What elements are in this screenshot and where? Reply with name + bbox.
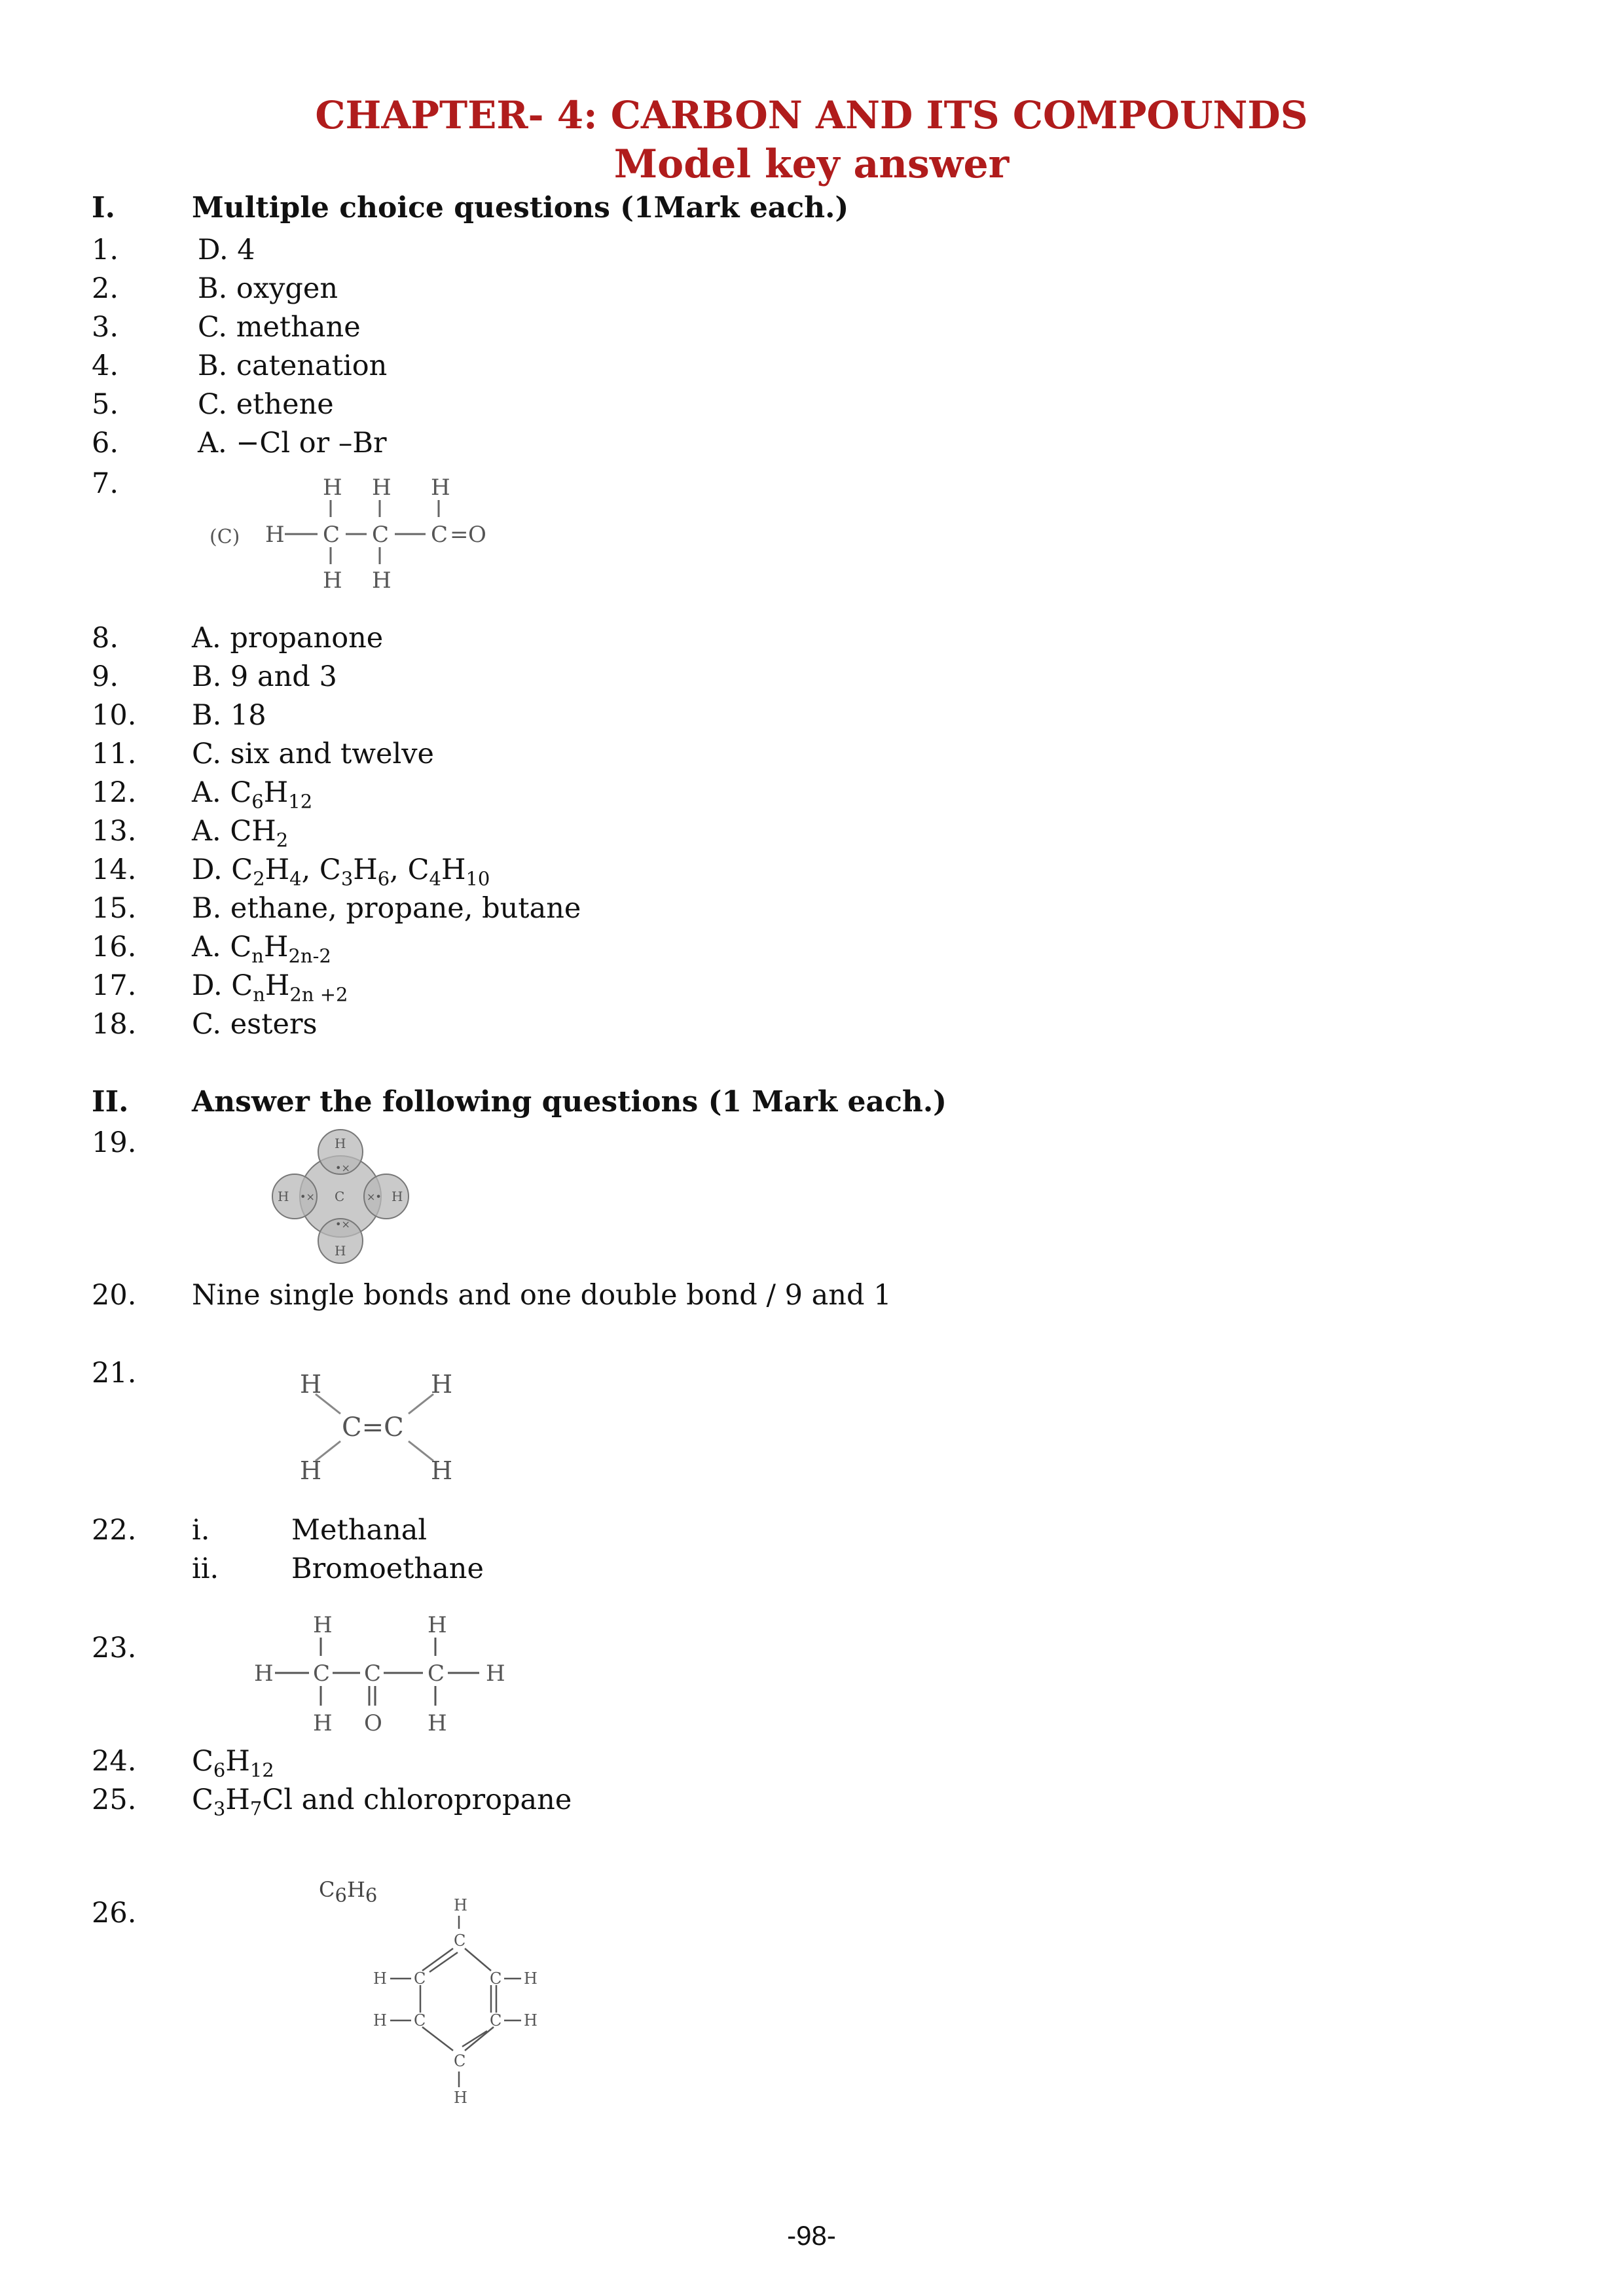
answer: C. ethene: [198, 388, 334, 421]
question-number: 20.: [92, 1279, 137, 1312]
answer: A. propanone: [192, 622, 384, 655]
sub-numeral: ii.: [192, 1552, 219, 1585]
answer: $C_3H_7Cl$ and chloropropane: [192, 1784, 572, 1820]
answer: B. catenation: [198, 350, 388, 382]
electron-pair: •×: [300, 1191, 315, 1203]
atom-h: H: [431, 1370, 453, 1399]
atom-c: C: [454, 2052, 466, 2070]
question-number: 5.: [92, 388, 119, 421]
atom-h: H: [300, 1370, 322, 1399]
question-number: 26.: [92, 1897, 137, 1929]
atom-c: C: [335, 1189, 345, 1204]
atom-c: C: [490, 2011, 502, 2030]
atom-h: H: [335, 1243, 346, 1259]
atom-c: C: [414, 2011, 426, 2030]
atom-h: H: [524, 2011, 538, 2030]
benzene-formula: $C_6H_6$: [319, 1877, 378, 1907]
carbon-double-bond: C=C: [342, 1412, 404, 1443]
atom-o: O: [468, 522, 486, 548]
section-1-heading: Multiple choice questions (1Mark each.): [192, 191, 849, 224]
section-2-heading: Answer the following questions (1 Mark each.): [192, 1085, 947, 1119]
propanal-structure-diagram: [196, 466, 504, 597]
atom-h: H: [313, 1612, 333, 1638]
question-number: 13.: [92, 815, 137, 848]
question-number: 10.: [92, 699, 137, 732]
answer: D. $C_nH_{2n +2}$: [192, 969, 348, 1006]
atom-h: H: [454, 2089, 467, 2107]
question-number: 19.: [92, 1126, 137, 1159]
section-1-numeral: I.: [92, 191, 115, 224]
answer: C. six and twelve: [192, 738, 434, 770]
answer: D. 4: [198, 234, 255, 266]
atom-h: H: [323, 567, 342, 594]
atom-h: H: [335, 1136, 346, 1151]
atom-h: H: [392, 1189, 403, 1204]
question-number: 12.: [92, 776, 137, 809]
answer: B. 18: [192, 699, 266, 732]
question-number: 8.: [92, 622, 119, 655]
atom-h: H: [431, 1456, 453, 1485]
question-number: 14.: [92, 853, 137, 886]
atom-h: H: [486, 1660, 505, 1687]
question-number: 2.: [92, 272, 119, 305]
atom-h: H: [278, 1189, 289, 1204]
answer: D. $C_2H_4$, $C_3H_6$, $C_4H_{10}$: [192, 853, 490, 890]
atom-c: C: [364, 1660, 382, 1687]
electron-pair: •×: [335, 1218, 350, 1230]
answer: A. $C_nH_{2n-2}$: [192, 931, 331, 967]
question-number: 7.: [92, 467, 119, 500]
answer: B. 9 and 3: [192, 660, 337, 693]
answer: Bromoethane: [291, 1552, 484, 1585]
atom-c: C: [431, 522, 448, 548]
answer: Nine single bonds and one double bond / 9 and 1: [192, 1279, 892, 1312]
question-number: 24.: [92, 1745, 137, 1778]
atom-h: H: [372, 475, 392, 501]
question-number: 15.: [92, 892, 137, 925]
atom-h: H: [373, 2011, 387, 2030]
atom-h: H: [431, 475, 450, 501]
section-2-numeral: II.: [92, 1085, 129, 1119]
atom-o: O: [364, 1710, 382, 1736]
answer: Methanal: [291, 1514, 428, 1547]
electron-pair: •×: [335, 1162, 350, 1174]
question-number: 16.: [92, 931, 137, 963]
atom-h: H: [323, 475, 342, 501]
atom-h: H: [524, 1969, 538, 1988]
option-label: (C): [210, 526, 240, 548]
answer: B. oxygen: [198, 272, 338, 305]
atom-h: H: [372, 567, 392, 594]
atom-c: C: [323, 522, 340, 548]
atom-h: H: [265, 522, 285, 548]
answer: B. ethane, propane, butane: [192, 892, 581, 925]
question-number: 21.: [92, 1357, 137, 1390]
question-number: 4.: [92, 350, 119, 382]
question-number: 18.: [92, 1008, 137, 1041]
answer: C. methane: [198, 311, 361, 344]
question-number: 11.: [92, 738, 137, 770]
answer: A. $CH_2$: [192, 815, 289, 852]
answer: C. esters: [192, 1008, 318, 1041]
page-number: -98-: [787, 2220, 836, 2251]
methane-electron-dot-diagram: [262, 1121, 419, 1272]
answer: A. $C_6H_{12}$: [192, 776, 313, 813]
chapter-title: CHAPTER- 4: CARBON AND ITS COMPOUNDS: [315, 93, 1308, 137]
answer: $C_6H_{12}$: [192, 1745, 274, 1782]
question-number: 25.: [92, 1784, 137, 1816]
answer: A. −Cl or –Br: [198, 427, 387, 459]
atom-c: C: [428, 1660, 445, 1687]
double-bond: =: [450, 522, 469, 548]
atom-c: C: [372, 522, 390, 548]
atom-h: H: [373, 1969, 387, 1988]
atom-h: H: [428, 1710, 447, 1736]
atom-c: C: [414, 1969, 426, 1988]
atom-c: C: [490, 1969, 502, 1988]
question-number: 3.: [92, 311, 119, 344]
atom-c: C: [313, 1660, 331, 1687]
electron-pair: ×•: [367, 1191, 382, 1203]
atom-h: H: [313, 1710, 333, 1736]
atom-h: H: [454, 1896, 467, 1914]
benzene-structure-diagram: [367, 1895, 543, 2108]
question-number: 23.: [92, 1632, 137, 1664]
atom-h: H: [428, 1612, 447, 1638]
question-number: 9.: [92, 660, 119, 693]
propanone-structure-diagram: [249, 1604, 517, 1744]
ethene-structure-diagram: [288, 1367, 471, 1491]
sub-numeral: i.: [192, 1514, 210, 1547]
page-subtitle: Model key answer: [613, 141, 1010, 187]
question-number: 22.: [92, 1514, 137, 1547]
question-number: 1.: [92, 234, 119, 266]
atom-h: H: [300, 1456, 322, 1485]
atom-c: C: [454, 1931, 466, 1950]
question-number: 6.: [92, 427, 119, 459]
atom-h: H: [254, 1660, 274, 1687]
question-number: 17.: [92, 969, 137, 1002]
